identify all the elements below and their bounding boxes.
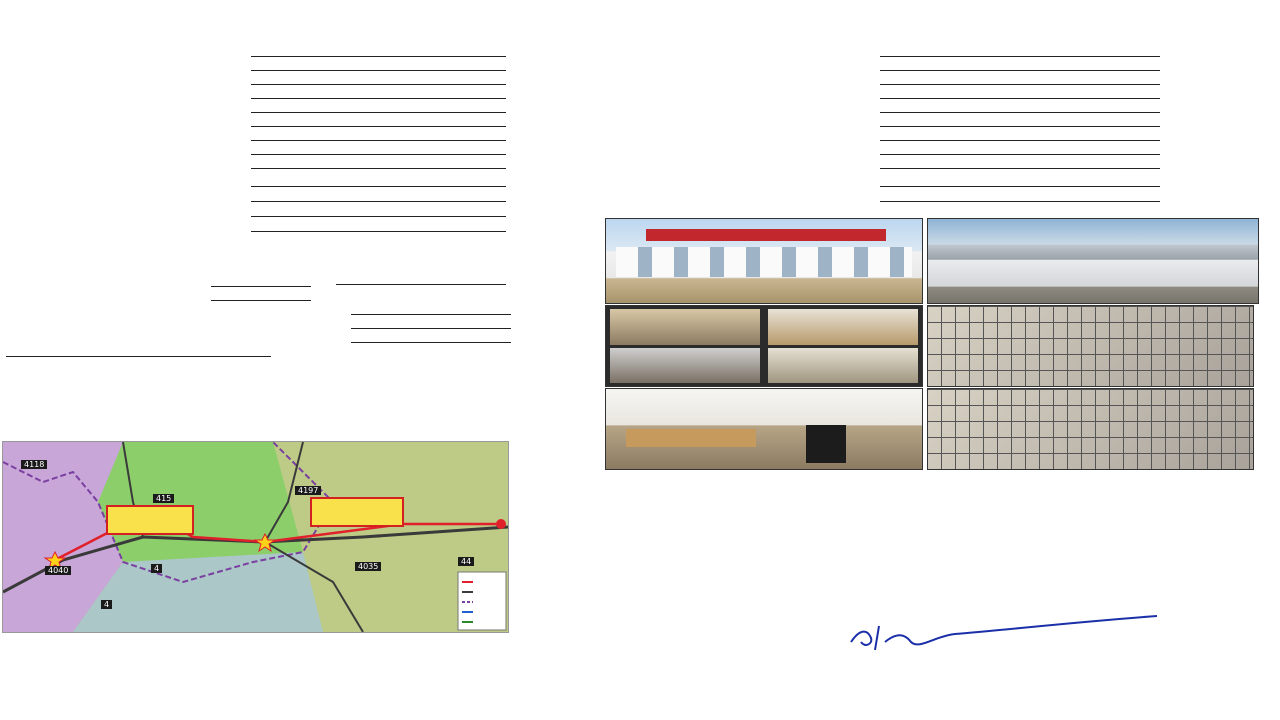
office-title bbox=[0, 2, 1280, 20]
detail-row bbox=[668, 70, 1276, 84]
progress-row bbox=[6, 342, 566, 356]
details-left bbox=[6, 56, 592, 252]
progress-value bbox=[211, 300, 311, 301]
equipment-photo bbox=[610, 348, 760, 383]
route-map bbox=[2, 441, 509, 633]
detail-row bbox=[668, 98, 1276, 112]
office-interior-photo bbox=[605, 388, 923, 470]
detail-value bbox=[251, 84, 506, 85]
detail-value bbox=[251, 70, 506, 71]
details-right bbox=[668, 56, 1276, 216]
route-badge: 4197 bbox=[295, 486, 321, 495]
detail-value bbox=[251, 112, 506, 113]
building-front-photo bbox=[605, 218, 923, 304]
detail-row bbox=[6, 112, 592, 126]
committee-member bbox=[608, 518, 1272, 532]
progress-section bbox=[6, 270, 566, 374]
progress-row bbox=[6, 286, 566, 300]
committee-title bbox=[838, 475, 1038, 489]
detail-value bbox=[251, 98, 506, 99]
detail-value bbox=[880, 154, 1160, 155]
building-facade bbox=[616, 247, 912, 277]
detail-row bbox=[668, 84, 1276, 98]
route-badge: 4118 bbox=[21, 460, 47, 469]
office-desk bbox=[626, 429, 756, 447]
detail-value bbox=[880, 56, 1160, 57]
detail-row bbox=[668, 126, 1276, 140]
progress-title bbox=[50, 270, 310, 284]
equipment-photo bbox=[768, 309, 918, 345]
detail-value bbox=[880, 140, 1160, 141]
detail-row bbox=[6, 70, 592, 84]
detail-row bbox=[6, 154, 592, 168]
detail-row bbox=[6, 126, 592, 140]
progress-row bbox=[6, 328, 566, 342]
detail-value bbox=[251, 168, 506, 169]
route-badge: 4 bbox=[151, 564, 162, 573]
building-sign bbox=[646, 229, 886, 241]
signer-name bbox=[780, 661, 1080, 675]
equipment-photo bbox=[768, 348, 918, 383]
detail-value bbox=[251, 201, 506, 202]
project-line bbox=[0, 20, 1280, 36]
detail-row bbox=[6, 216, 592, 230]
detail-value bbox=[880, 84, 1160, 85]
detail-row bbox=[668, 201, 1276, 215]
route-mid-marker bbox=[255, 534, 275, 551]
route-badge: 44 bbox=[458, 557, 474, 566]
detail-value bbox=[880, 70, 1160, 71]
detail-value bbox=[251, 140, 506, 141]
detail-row bbox=[6, 168, 592, 182]
committee-member bbox=[608, 578, 1272, 592]
detail-value bbox=[251, 154, 506, 155]
detail-row bbox=[6, 201, 592, 215]
end-callout bbox=[310, 497, 404, 527]
detail-row bbox=[6, 186, 592, 200]
detail-value bbox=[880, 112, 1160, 113]
committee-member bbox=[608, 488, 1272, 502]
signer-position bbox=[640, 677, 1220, 691]
detail-value bbox=[251, 231, 506, 232]
route-end-marker bbox=[496, 519, 506, 529]
committee-member bbox=[608, 548, 1272, 562]
progress-value bbox=[351, 342, 511, 343]
detail-value bbox=[251, 186, 506, 187]
building-side-photo bbox=[927, 218, 1259, 304]
progress-value bbox=[351, 314, 511, 315]
detail-row bbox=[668, 140, 1276, 154]
progress-value bbox=[351, 328, 511, 329]
detail-row bbox=[668, 56, 1276, 70]
detail-row bbox=[668, 168, 1276, 182]
detail-row bbox=[6, 84, 592, 98]
map-label bbox=[6, 388, 206, 402]
committee-member bbox=[608, 503, 1272, 517]
detail-value bbox=[880, 186, 1160, 187]
route-badge: 415 bbox=[153, 494, 174, 503]
committee-member bbox=[608, 533, 1272, 547]
detail-value bbox=[880, 98, 1160, 99]
signature-graphic bbox=[845, 612, 1165, 656]
progress-row bbox=[6, 314, 566, 328]
detail-row bbox=[668, 186, 1276, 200]
equipment-photo bbox=[610, 309, 760, 345]
detail-value bbox=[251, 216, 506, 217]
progress-month bbox=[336, 270, 506, 285]
equipment-photo-panel bbox=[605, 305, 923, 387]
progress-value bbox=[211, 286, 311, 287]
road-line bbox=[0, 36, 1280, 52]
route-badge: 4035 bbox=[355, 562, 381, 571]
detail-row bbox=[668, 154, 1276, 168]
detail-value bbox=[251, 126, 506, 127]
materials-photo-grid bbox=[927, 305, 1254, 387]
detail-value bbox=[880, 126, 1160, 127]
detail-row bbox=[6, 231, 592, 245]
detail-row bbox=[668, 112, 1276, 126]
detail-value bbox=[880, 201, 1160, 202]
route-badge: 4040 bbox=[45, 566, 71, 575]
supplies-photo-grid bbox=[927, 388, 1254, 470]
progress-row bbox=[6, 356, 566, 370]
detail-row bbox=[6, 56, 592, 70]
progress-row bbox=[6, 300, 566, 314]
detail-value bbox=[880, 168, 1160, 169]
detail-value bbox=[251, 56, 506, 57]
signer-department bbox=[640, 692, 1220, 706]
detail-row bbox=[6, 140, 592, 154]
progress-label bbox=[6, 356, 271, 357]
route-badge: 4 bbox=[101, 600, 112, 609]
detail-row bbox=[6, 98, 592, 112]
start-callout bbox=[106, 505, 194, 535]
committee-list bbox=[608, 488, 1272, 588]
route-map-graphic bbox=[3, 442, 508, 632]
office-chair bbox=[806, 425, 846, 463]
committee-member bbox=[608, 563, 1272, 577]
